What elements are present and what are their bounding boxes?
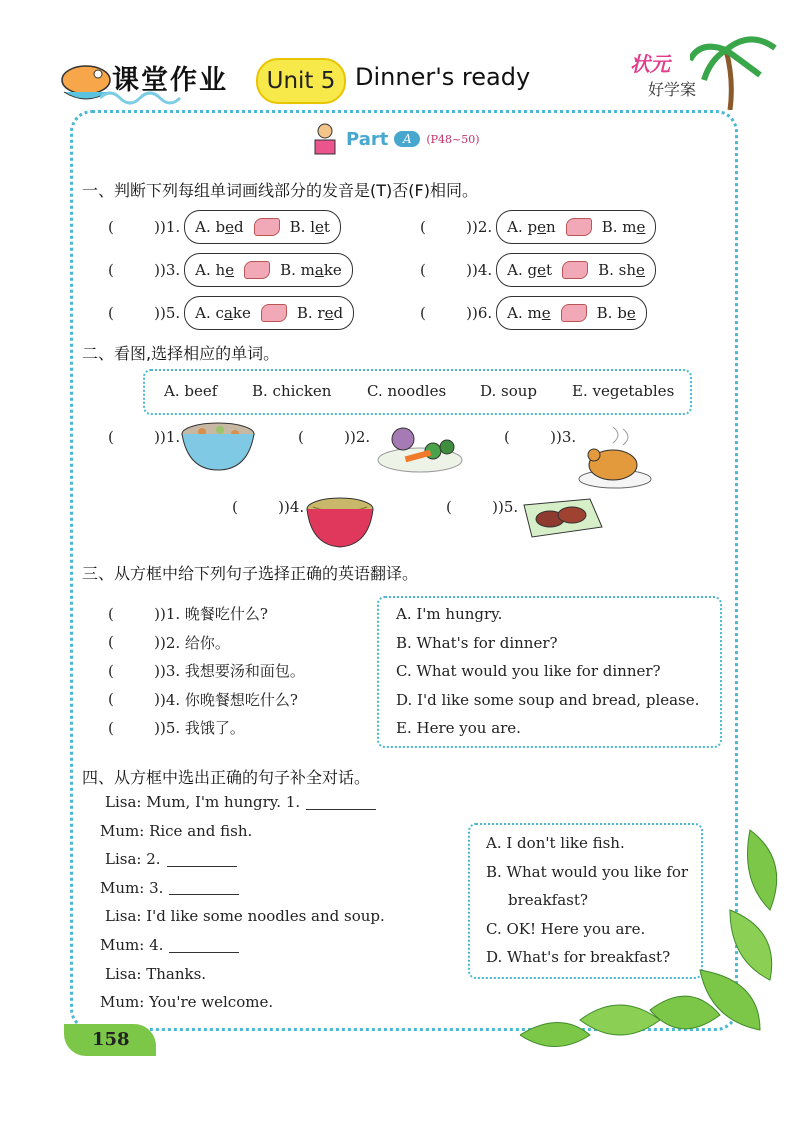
s3-item <box>108 717 245 738</box>
answer-blank[interactable] <box>108 690 160 708</box>
word-a-post: ke <box>232 304 251 322</box>
s3-item <box>108 632 230 653</box>
word-a-post: n <box>546 218 556 236</box>
s2-item-5 <box>446 498 518 516</box>
part-pages: (P48~50) <box>426 132 480 146</box>
word-b-underlined: e <box>315 218 324 236</box>
word-b <box>290 218 330 236</box>
s2-item-num: )4. <box>284 498 305 516</box>
s3-item <box>108 603 268 624</box>
unit-badge: Unit 5 <box>256 58 346 104</box>
answer-blank[interactable] <box>108 261 160 279</box>
section3-title: 三、从方框中给下列句子选择正确的英语翻译。 <box>82 564 419 583</box>
word-pair <box>496 296 647 330</box>
s1-item <box>420 253 656 287</box>
section1-title: 一、判断下列每组单词画线部分的发音是(T)否(F)相同。 <box>82 181 478 200</box>
pointing-hand-icon <box>562 261 588 279</box>
word-b-post: ke <box>323 261 342 279</box>
word-b-post: t <box>323 218 330 236</box>
brand-bottom: 好学案 <box>648 80 697 99</box>
dialogue-text: Mum: You're welcome. <box>100 993 274 1012</box>
part-label <box>310 122 480 156</box>
word-a-underlined: e <box>225 218 235 236</box>
answer-blank[interactable] <box>504 428 556 446</box>
answer-blank[interactable] <box>108 218 160 236</box>
word-b <box>597 304 636 322</box>
leaves-decoration <box>520 820 800 1060</box>
answer-blank-line[interactable] <box>306 795 376 810</box>
unit-title: Dinner's ready <box>355 63 531 91</box>
answer-blank[interactable] <box>108 304 160 322</box>
dialogue-line <box>100 879 239 897</box>
word-pair <box>184 210 341 244</box>
word-b <box>602 218 646 236</box>
option-chicken: B. chicken <box>252 382 332 400</box>
dialogue-text: Lisa: 2. <box>105 850 161 869</box>
word-a-underlined: e <box>225 261 235 279</box>
s1-item <box>420 210 656 244</box>
word-a-post: t <box>546 261 553 279</box>
part-letter: A <box>394 131 420 147</box>
s1-item <box>108 210 341 244</box>
s3-item <box>108 689 298 710</box>
brand-logo <box>630 48 696 100</box>
word-a-pre: A. c <box>195 304 224 322</box>
answer-blank-line[interactable] <box>169 938 239 953</box>
s1-item-num: )4. <box>472 261 493 279</box>
section2-title: 二、看图,选择相应的单词。 <box>82 344 280 363</box>
word-b-underlined: e <box>324 304 334 322</box>
s1-item <box>108 253 353 287</box>
word-b-underlined: e <box>636 218 646 236</box>
answer-blank-line[interactable] <box>167 852 237 867</box>
dialogue-line <box>105 850 237 868</box>
word-b <box>297 304 343 322</box>
s3-item-text: )4. 你晚餐想吃什么? <box>160 690 298 709</box>
option-vegetables: E. vegetables <box>572 382 675 400</box>
word-b-pre: B. sh <box>598 261 636 279</box>
word-b-pre: B. l <box>289 218 316 236</box>
word-a <box>507 304 550 322</box>
dialogue-text: Lisa: Mum, I'm hungry. 1. <box>105 793 301 811</box>
s4-option: B. What would you like for <box>486 862 689 881</box>
s4-option: D. What's for breakfast? <box>486 948 671 966</box>
pointing-hand-icon <box>244 261 270 279</box>
s1-item <box>420 296 647 330</box>
s2-item-4 <box>232 498 304 516</box>
s3-option: B. What's for dinner? <box>396 633 558 652</box>
pointing-hand-icon <box>566 218 592 236</box>
s4-option: breakfast? <box>508 891 588 909</box>
word-a-pre: A. g <box>507 261 538 279</box>
dialogue-line <box>100 993 273 1011</box>
s2-item-num: )5. <box>498 498 519 516</box>
word-a-pre: A. b <box>195 218 226 236</box>
s1-item-num: )2. <box>472 218 493 236</box>
answer-blank[interactable] <box>446 498 498 516</box>
word-pair <box>184 253 353 287</box>
s4-option: A. I don't like fish. <box>486 834 625 852</box>
student-reading-icon <box>310 122 340 156</box>
word-b-pre: B. m <box>280 261 315 279</box>
brand-top: 状元 <box>630 52 670 76</box>
word-a <box>507 261 552 279</box>
dialogue-text: Mum: Rice and fish. <box>100 821 253 840</box>
word-a-pre: A. p <box>507 218 538 236</box>
s3-option: A. I'm hungry. <box>396 605 503 623</box>
dialogue-line <box>105 907 385 925</box>
answer-blank[interactable] <box>108 662 160 680</box>
word-a-pre: A. h <box>195 261 226 279</box>
word-b <box>280 261 342 279</box>
word-b-underlined: e <box>626 304 636 322</box>
dialogue-line <box>105 793 376 811</box>
word-a-pre: A. m <box>507 304 542 322</box>
option-soup: D. soup <box>480 382 538 400</box>
word-a <box>195 304 251 322</box>
s2-item-3 <box>504 428 576 446</box>
s4-option: C. OK! Here you are. <box>486 919 646 938</box>
s3-item-text: )2. 给你。 <box>160 633 230 652</box>
option-beef: A. beef <box>164 382 218 400</box>
word-pair <box>184 296 354 330</box>
word-a-underlined: e <box>537 261 547 279</box>
word-b-pre: B. m <box>601 218 637 236</box>
word-b-post: d <box>333 304 344 322</box>
s1-item-num: )3. <box>160 261 181 279</box>
option-noodles: C. noodles <box>367 382 447 400</box>
pointing-hand-icon <box>561 304 587 322</box>
answer-blank[interactable] <box>420 304 472 322</box>
s2-item-num: )2. <box>350 428 371 446</box>
s1-item-num: )6. <box>472 304 493 322</box>
word-a-underlined: e <box>537 218 547 236</box>
dialogue-text: Mum: 3. <box>100 878 164 897</box>
s2-item-1 <box>108 428 180 446</box>
word-a <box>195 261 234 279</box>
s3-option: E. Here you are. <box>396 719 521 737</box>
noodles-bowl-image <box>305 495 375 551</box>
answer-blank[interactable] <box>108 719 160 737</box>
palm-tree-icon <box>690 30 780 110</box>
page-number: 158 <box>64 1024 156 1056</box>
answer-blank[interactable] <box>108 633 160 651</box>
dialogue-text: Lisa: I'd like some noodles and soup. <box>105 907 385 926</box>
word-a-underlined: a <box>223 304 233 322</box>
section-type-label: 课堂作业 <box>112 65 228 96</box>
section4-title: 四、从方框中选出正确的句子补全对话。 <box>82 768 371 787</box>
word-pair <box>496 253 656 287</box>
dialogue-line <box>105 965 206 983</box>
word-pair <box>496 210 656 244</box>
roast-chicken-image <box>578 425 653 490</box>
s2-item-num: )1. <box>160 428 181 446</box>
s3-option: C. What would you like for dinner? <box>396 662 661 680</box>
part-word: Part <box>346 128 389 150</box>
pointing-hand-icon <box>261 304 287 322</box>
dialogue-line <box>100 822 252 840</box>
answer-blank[interactable] <box>108 428 160 446</box>
word-b-underlined: e <box>636 261 645 279</box>
answer-blank[interactable] <box>420 261 472 279</box>
vegetables-image <box>375 425 465 475</box>
word-b <box>598 261 645 279</box>
s3-item-text: )1. 晚餐吃什么? <box>160 605 268 623</box>
word-b-pre: B. b <box>596 304 627 322</box>
beef-plate-image <box>520 497 605 542</box>
s2-item-num: )3. <box>556 428 577 446</box>
answer-blank-line[interactable] <box>169 880 239 895</box>
soup-bowl-image <box>180 420 260 475</box>
page-header <box>0 0 800 110</box>
s1-item <box>108 296 354 330</box>
s1-item-num: )5. <box>160 304 181 322</box>
word-a <box>507 218 556 236</box>
answer-blank[interactable] <box>108 605 160 623</box>
word-b-pre: B. r <box>296 304 325 322</box>
dialogue-text: Mum: 4. <box>100 936 164 954</box>
word-a <box>195 218 243 236</box>
s3-option: D. I'd like some soup and bread, please. <box>396 690 700 709</box>
answer-blank[interactable] <box>232 498 284 516</box>
pointing-hand-icon <box>254 218 280 236</box>
word-a-underlined: e <box>541 304 551 322</box>
s3-item <box>108 660 305 681</box>
word-a-post: d <box>234 218 244 236</box>
s1-item-num: )1. <box>160 218 181 236</box>
word-b-underlined: a <box>314 261 324 279</box>
s3-item-text: )5. 我饿了。 <box>160 719 245 737</box>
dialogue-line <box>100 936 239 954</box>
answer-blank[interactable] <box>420 218 472 236</box>
dialogue-text: Lisa: Thanks. <box>105 964 207 983</box>
s2-item-2 <box>298 428 370 446</box>
s3-item-text: )3. 我想要汤和面包。 <box>160 662 305 680</box>
answer-blank[interactable] <box>298 428 350 446</box>
